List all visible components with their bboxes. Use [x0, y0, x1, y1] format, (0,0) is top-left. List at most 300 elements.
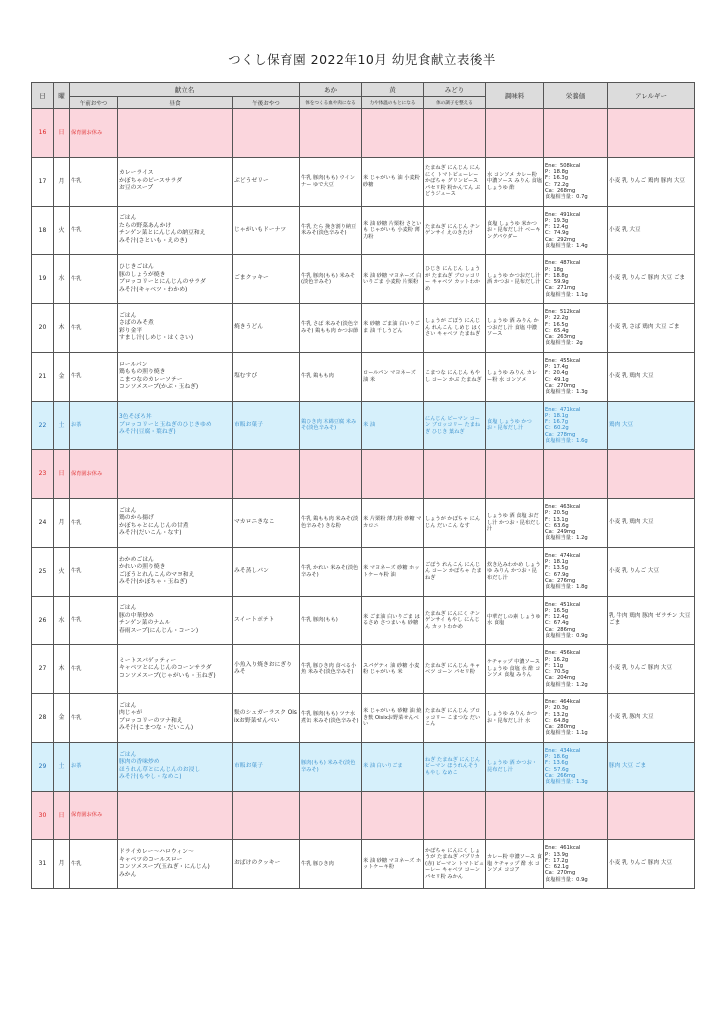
- nutrition-value: P：18g: [545, 266, 564, 273]
- cell-lunch: [118, 742, 233, 791]
- cell-day: 25: [32, 547, 54, 596]
- cell-yellow: 米 じゃがいも 砂糖 油 焼き麩 Oisixお野菜せんべい: [362, 694, 424, 743]
- lunch-item: ほうれん草とにんじんのお浸し: [119, 766, 201, 773]
- cell-nutrition: [544, 401, 608, 450]
- cell-am-snack: 牛乳: [70, 206, 118, 255]
- cell-nutrition: [544, 352, 608, 401]
- cell-yellow: 米 ごま油 白いりごま はるさめ さつまいも 砂糖: [362, 596, 424, 645]
- cell-green: こまつな にんじん もやし コーン かぶ たまねぎ: [424, 352, 486, 401]
- nutrition-value: C：62.1g: [545, 864, 569, 871]
- cell-nutrition: [544, 596, 608, 645]
- cell-allergy: 小麦 乳 りんご 豚肉 大豆: [608, 645, 695, 694]
- header-am-snack: 午前おやつ: [70, 97, 118, 109]
- cell-am-snack: 牛乳: [70, 596, 118, 645]
- nutrition-value: P：18.6g: [545, 754, 569, 761]
- table-row: [32, 499, 695, 548]
- cell-green: たまねぎ にんじん チンゲンサイ えのきたけ: [424, 206, 486, 255]
- cell-seasoning: [486, 450, 544, 499]
- cell-green: [424, 450, 486, 499]
- cell-nutrition: [544, 742, 608, 791]
- lunch-item: かぼちゃのピースサラダ: [119, 177, 183, 184]
- nutrition-value: Ca：276mg: [545, 577, 576, 584]
- nutrition-value: P：18.1g: [545, 412, 569, 419]
- lunch-item: ごぼうとれんこんのマヨ和え: [119, 571, 195, 578]
- nutrition-value: P：20.5g: [545, 510, 569, 517]
- lunch-item: みそ汁(さといも・えのき): [119, 237, 188, 244]
- cell-red: 牛乳 さば 米みそ(淡色辛みそ) 鶏もも肉 かつお節: [300, 304, 362, 353]
- lunch-item: 豚の中華炒め: [119, 612, 154, 619]
- nutrition-value: F：18.8g: [545, 272, 569, 279]
- cell-red: 鶏ひき肉 木綿豆腐 米みそ(淡色辛みそ): [300, 401, 362, 450]
- nutrition-value: F：13.6g: [545, 760, 569, 767]
- cell-day: 20: [32, 304, 54, 353]
- cell-lunch: [118, 547, 233, 596]
- cell-seasoning: [486, 109, 544, 158]
- cell-dow: 水: [54, 255, 70, 304]
- cell-seasoning: しょうゆ みりん カレー粉 水 コンソメ: [486, 352, 544, 401]
- cell-seasoning: 水 コンソメ カレー粉 中濃ソース みりん 食塩 しょうゆ 酢: [486, 157, 544, 206]
- header-green-sub: 体の調子を整える: [424, 97, 486, 109]
- table-row: [32, 109, 695, 158]
- nutrition-value: 食塩相当量：1.6g: [545, 437, 588, 444]
- lunch-item: ごはん: [119, 605, 137, 612]
- nutrition-value: C：57.6g: [545, 766, 569, 773]
- table-row: [32, 206, 695, 255]
- table-row: [32, 645, 695, 694]
- lunch-item: みそ汁(こまつな・だいこん): [119, 725, 194, 732]
- lunch-item: たらの野菜あんかけ: [119, 222, 172, 229]
- cell-seasoning: 中華だしの素 しょうゆ 水 食塩: [486, 596, 544, 645]
- cell-day: 28: [32, 694, 54, 743]
- lunch-item: ひじきごはん: [119, 264, 154, 271]
- cell-am-snack: 保育園お休み: [70, 450, 118, 499]
- cell-red: [300, 791, 362, 840]
- cell-lunch: [118, 109, 233, 158]
- nutrition-value: F：13.5g: [545, 565, 569, 572]
- cell-dow: 月: [54, 157, 70, 206]
- cell-pm-snack: ぶどうゼリー: [233, 157, 300, 206]
- nutrition-value: F：16.3g: [545, 175, 569, 182]
- cell-am-snack: 牛乳: [70, 840, 118, 889]
- cell-allergy: 乳 牛肉 鶏肉 豚肉 ゼラチン 大豆 ごま: [608, 596, 695, 645]
- cell-yellow: スパゲティ 油 砂糖 小麦粉 じゃがいも 米: [362, 645, 424, 694]
- cell-red: 牛乳 豚肉(もも) 米みそ(淡色辛みそ): [300, 255, 362, 304]
- cell-yellow: 米 油 白いりごま: [362, 742, 424, 791]
- lunch-item: キャベツとにんじんのコーンサラダ: [119, 665, 212, 672]
- cell-red: 牛乳 豚肉(もも): [300, 596, 362, 645]
- cell-pm-snack: おばけのクッキー: [233, 840, 300, 889]
- cell-yellow: ロールパン マヨネーズ 油 米: [362, 352, 424, 401]
- lunch-item: ドライカレー～ハロウィン～: [119, 849, 194, 856]
- cell-green: たまねぎ にんにく チンゲンサイ もやし にんじん カットわかめ: [424, 596, 486, 645]
- cell-pm-snack: 麩のシュガーラスク Oisixお野菜せんべい: [233, 694, 300, 743]
- cell-dow: 月: [54, 840, 70, 889]
- cell-green: たまねぎ にんじん ブロッコリー こまつな だいこん: [424, 694, 486, 743]
- table-row: [32, 840, 695, 889]
- cell-green: たまねぎ にんじん キャベツ コーン パセリ粉: [424, 645, 486, 694]
- nutrition-value: P：16.5g: [545, 607, 569, 614]
- cell-am-snack: 牛乳: [70, 304, 118, 353]
- nutrition-value: 食塩相当量：1.2g: [545, 535, 588, 542]
- nutrition-value: Ene：487kcal: [545, 260, 581, 267]
- cell-am-snack: 牛乳: [70, 547, 118, 596]
- cell-lunch: [118, 352, 233, 401]
- nutrition-value: Ene：491kcal: [545, 211, 581, 218]
- table-row: [32, 791, 695, 840]
- header-dow: 曜: [54, 83, 70, 109]
- lunch-item: コンソメスープ(じゃがいも・玉ねぎ): [119, 672, 216, 679]
- cell-pm-snack: ごまクッキー: [233, 255, 300, 304]
- nutrition-value: C：70.5g: [545, 669, 569, 676]
- table-row: [32, 401, 695, 450]
- nutrition-value: C：49.1g: [545, 376, 569, 383]
- nutrition-value: Ca：280mg: [545, 724, 576, 731]
- cell-nutrition: [544, 304, 608, 353]
- nutrition-value: Ene：461kcal: [545, 845, 581, 852]
- nutrition-value: Ca：270mg: [545, 382, 576, 389]
- nutrition-value: F：11g: [545, 662, 564, 669]
- nutrition-value: F：13.1g: [545, 516, 569, 523]
- lunch-item: ごはん: [119, 702, 137, 709]
- lunch-item: 春雨スープ(にんじん・コーン): [119, 627, 199, 634]
- cell-dow: 月: [54, 499, 70, 548]
- nutrition-value: 食塩相当量：1.2g: [545, 681, 588, 688]
- table-row: [32, 304, 695, 353]
- table-row: [32, 547, 695, 596]
- cell-seasoning: しょうゆ 酒 みりん かつおだし汁 食塩 中濃ソース: [486, 304, 544, 353]
- lunch-item: 3色そぼろ丼: [119, 414, 152, 421]
- table-row: [32, 352, 695, 401]
- nutrition-value: C：67.4g: [545, 620, 569, 627]
- lunch-item: みそ汁(だいこん・なす): [119, 530, 182, 537]
- nutrition-value: 食塩相当量：0.9g: [545, 632, 588, 639]
- cell-lunch: [118, 206, 233, 255]
- cell-pm-snack: 市販お菓子: [233, 401, 300, 450]
- nutrition-value: Ca：204mg: [545, 675, 576, 682]
- nutrition-value: P：22.2g: [545, 315, 569, 322]
- cell-pm-snack: みそ蒸しパン: [233, 547, 300, 596]
- cell-allergy: 小麦 乳 さば 鶏肉 大豆 ごま: [608, 304, 695, 353]
- cell-dow: 火: [54, 547, 70, 596]
- cell-nutrition: [544, 791, 608, 840]
- cell-day: 19: [32, 255, 54, 304]
- cell-day: 18: [32, 206, 54, 255]
- nutrition-value: Ene：455kcal: [545, 357, 581, 364]
- table-row: [32, 157, 695, 206]
- table-row: [32, 450, 695, 499]
- nutrition-value: Ene：512kcal: [545, 309, 581, 316]
- lunch-item: ごはん: [119, 751, 137, 758]
- nutrition-value: Ene：471kcal: [545, 406, 581, 413]
- header-green-group: みどり: [424, 83, 486, 97]
- cell-lunch: [118, 401, 233, 450]
- nutrition-value: C：60.2g: [545, 425, 569, 432]
- lunch-item: みそ汁(かぼちゃ・玉ねぎ): [119, 579, 188, 586]
- cell-red: 牛乳 豚肉(もも) ツナ水煮缶 米みそ(淡色辛みそ): [300, 694, 362, 743]
- table-row: [32, 694, 695, 743]
- header-seasoning: 調味料: [486, 83, 544, 109]
- nutrition-value: Ca：266mg: [545, 772, 576, 779]
- nutrition-value: Ene：463kcal: [545, 504, 581, 511]
- nutrition-value: C：63.6g: [545, 522, 569, 529]
- cell-red: [300, 109, 362, 158]
- cell-seasoning: 炊き込みわかめ しょうゆ みりん かつお・昆布だし汁: [486, 547, 544, 596]
- cell-red: 牛乳 かれい 米みそ(淡色辛みそ): [300, 547, 362, 596]
- nutrition-value: 食塩相当量：1.8g: [545, 584, 588, 591]
- menu-table: [31, 82, 695, 889]
- cell-day: 23: [32, 450, 54, 499]
- cell-day: 30: [32, 791, 54, 840]
- cell-dow: 金: [54, 694, 70, 743]
- cell-am-snack: 牛乳: [70, 255, 118, 304]
- cell-pm-snack: [233, 450, 300, 499]
- cell-allergy: 鶏肉 大豆: [608, 401, 695, 450]
- cell-seasoning: しょうゆ 酒 食塩 おだし汁 かつお・昆布だし汁: [486, 499, 544, 548]
- nutrition-value: Ene：508kcal: [545, 162, 581, 169]
- cell-red: 牛乳 豚ひき肉 食べる小魚 米みそ(淡色辛みそ): [300, 645, 362, 694]
- nutrition-value: P：19.3g: [545, 217, 569, 224]
- nutrition-value: Ca：263mg: [545, 334, 576, 341]
- cell-day: 21: [32, 352, 54, 401]
- lunch-item: ごはん: [119, 507, 137, 514]
- nutrition-value: C：72.2g: [545, 181, 569, 188]
- lunch-item: ブロッコリーと玉ねぎのひじきゆめ: [119, 421, 212, 428]
- lunch-item: さばのみそ煮: [119, 320, 154, 327]
- header-pm-snack: 午後おやつ: [233, 97, 300, 109]
- cell-green: かぼちゃ にんにく しょうが たまねぎ パプリカ(赤) ピーマン トマトピューレー キャベツ コーン パセリ粉 みかん: [424, 840, 486, 889]
- cell-am-snack: 牛乳: [70, 157, 118, 206]
- cell-am-snack: お茶: [70, 401, 118, 450]
- nutrition-value: Ca：249mg: [545, 529, 576, 536]
- lunch-item: 豚のしょうが焼き: [119, 271, 166, 278]
- cell-lunch: [118, 157, 233, 206]
- cell-day: 22: [32, 401, 54, 450]
- cell-lunch: [118, 304, 233, 353]
- cell-nutrition: [544, 109, 608, 158]
- cell-allergy: 小麦 乳 りんご 豚肉 大豆 ごま: [608, 255, 695, 304]
- nutrition-value: P：18.8g: [545, 169, 569, 176]
- lunch-item: ごはん: [119, 215, 137, 222]
- nutrition-value: Ca：278mg: [545, 431, 576, 438]
- cell-seasoning: しょうゆ みりん かつお・昆布だし汁 水: [486, 694, 544, 743]
- header-yellow-group: 黄: [362, 83, 424, 97]
- nutrition-value: F：12.4g: [545, 614, 569, 621]
- lunch-item: チンゲン菜のナムル: [119, 620, 171, 627]
- nutrition-value: P：13.9g: [545, 851, 569, 858]
- cell-dow: 土: [54, 742, 70, 791]
- nutrition-value: P：18.1g: [545, 559, 569, 566]
- cell-green: ひじき にんじん しょうが たまねぎ ブロッコリー キャベツ カットわかめ: [424, 255, 486, 304]
- cell-dow: 土: [54, 401, 70, 450]
- nutrition-value: 食塩相当量：2g: [545, 340, 583, 347]
- lunch-item: ブロッコリーとにんじんのサラダ: [119, 279, 206, 286]
- nutrition-value: Ene：434kcal: [545, 747, 581, 754]
- cell-yellow: [362, 791, 424, 840]
- nutrition-value: F：13.2g: [545, 711, 569, 718]
- cell-nutrition: [544, 694, 608, 743]
- cell-green: ねぎ たまねぎ にんじん ピーマン ほうれんそう もやし なめこ: [424, 742, 486, 791]
- cell-allergy: 小麦 乳 りんご 豚肉 大豆: [608, 840, 695, 889]
- cell-day: 31: [32, 840, 54, 889]
- header-nutrition: 栄養価: [544, 83, 608, 109]
- cell-yellow: [362, 109, 424, 158]
- cell-lunch: [118, 255, 233, 304]
- nutrition-value: 食塩相当量：0.7g: [545, 194, 588, 201]
- nutrition-value: Ca：286mg: [545, 626, 576, 633]
- lunch-item: みそ汁(キャベツ・わかめ): [119, 286, 188, 293]
- header-yellow-sub: 力や体温のもとになる: [362, 97, 424, 109]
- nutrition-value: F：20.4g: [545, 370, 569, 377]
- cell-nutrition: [544, 499, 608, 548]
- cell-lunch: [118, 645, 233, 694]
- nutrition-value: F：12.4g: [545, 224, 569, 231]
- cell-seasoning: [486, 791, 544, 840]
- nutrition-value: Ene：451kcal: [545, 601, 581, 608]
- cell-lunch: [118, 450, 233, 499]
- header-red-sub: 体をつくる血や肉になる: [300, 97, 362, 109]
- cell-lunch: [118, 694, 233, 743]
- lunch-item: 鶏ももの照り焼き: [119, 369, 166, 376]
- lunch-item: すまし汁(しめじ・はくさい): [119, 335, 194, 342]
- nutrition-value: C：74.9g: [545, 230, 569, 237]
- cell-green: たまねぎ にんじん にんにく トマトピューレー かぼちゃ グリンピース パセリ粉 粉かんてん ぶどうジュース: [424, 157, 486, 206]
- cell-yellow: 米 片栗粉 薄力粉 砂糖 マカロニ: [362, 499, 424, 548]
- cell-red: [300, 450, 362, 499]
- cell-seasoning: ケチャップ 中濃ソース しょうゆ 食塩 水 酢 コンソメ 食塩 みりん: [486, 645, 544, 694]
- nutrition-value: Ene：464kcal: [545, 699, 581, 706]
- cell-seasoning: 食塩 しょうゆ 米かつお・昆布だし汁 ベーキングパウダー: [486, 206, 544, 255]
- table-row: [32, 742, 695, 791]
- lunch-item: カレーライス: [119, 170, 154, 177]
- nutrition-value: 食塩相当量：1.3g: [545, 389, 588, 396]
- lunch-item: キャベツのコールスロー: [119, 856, 183, 863]
- cell-dow: 金: [54, 352, 70, 401]
- cell-green: ごぼう れんこん にんじん コーン かぼちゃ たまねぎ: [424, 547, 486, 596]
- cell-red: 牛乳 豚肉(もも) ウインナー ゆで大豆: [300, 157, 362, 206]
- cell-pm-snack: 塩むすび: [233, 352, 300, 401]
- cell-yellow: 米 油 砂糖 片栗粉 さといも じゃがいも 小麦粉 薄力粉: [362, 206, 424, 255]
- nutrition-value: Ene：474kcal: [545, 552, 581, 559]
- lunch-item: 鶏のから揚げ: [119, 515, 154, 522]
- cell-allergy: 小麦 乳 鶏肉 大豆: [608, 352, 695, 401]
- cell-allergy: 小麦 乳 大豆: [608, 206, 695, 255]
- lunch-item: みそ汁(もやし・なめこ): [119, 774, 182, 781]
- cell-dow: 火: [54, 206, 70, 255]
- cell-pm-snack: 市販お菓子: [233, 742, 300, 791]
- lunch-item: みかん: [119, 871, 137, 878]
- nutrition-value: F：16.5g: [545, 321, 569, 328]
- cell-green: [424, 109, 486, 158]
- cell-pm-snack: 小魚入り焼きおにぎり みそ: [233, 645, 300, 694]
- lunch-item: ロールパン: [119, 361, 148, 368]
- nutrition-value: Ca：292mg: [545, 236, 576, 243]
- cell-allergy: [608, 791, 695, 840]
- cell-am-snack: 保育園お休み: [70, 109, 118, 158]
- nutrition-value: F：17.2g: [545, 857, 569, 864]
- header-allergy: アレルギー: [608, 83, 695, 109]
- cell-dow: 木: [54, 645, 70, 694]
- cell-allergy: 小麦 乳 りんご 鶏肉 豚肉 大豆: [608, 157, 695, 206]
- nutrition-value: 食塩相当量：0.9g: [545, 876, 588, 883]
- cell-dow: 日: [54, 791, 70, 840]
- cell-allergy: 豚肉 大豆 ごま: [608, 742, 695, 791]
- nutrition-value: 食塩相当量：1.3g: [545, 779, 588, 786]
- nutrition-value: P：20.3g: [545, 705, 569, 712]
- cell-am-snack: 牛乳: [70, 352, 118, 401]
- cell-red: 豚肉(もも) 米みそ(淡色辛みそ): [300, 742, 362, 791]
- lunch-item: わかめごはん: [119, 556, 154, 563]
- page-title: つくし保育園 2022年10月 幼児食献立表後半: [228, 52, 496, 67]
- cell-am-snack: 保育園お休み: [70, 791, 118, 840]
- cell-pm-snack: [233, 791, 300, 840]
- cell-lunch: [118, 840, 233, 889]
- cell-nutrition: [544, 840, 608, 889]
- cell-seasoning: しょうゆ かつおだし汁 酒 かつお・昆布だし汁: [486, 255, 544, 304]
- cell-seasoning: 食塩 しょうゆ かつお・昆布だし汁: [486, 401, 544, 450]
- lunch-item: かぼちゃとにんじんの甘煮: [119, 522, 189, 529]
- cell-dow: 日: [54, 109, 70, 158]
- nutrition-value: C：64.8g: [545, 717, 569, 724]
- cell-pm-snack: 焼きうどん: [233, 304, 300, 353]
- cell-day: 17: [32, 157, 54, 206]
- nutrition-value: 食塩相当量：1.4g: [545, 242, 588, 249]
- header-red-group: あか: [300, 83, 362, 97]
- nutrition-value: 食塩相当量：1.1g: [545, 291, 588, 298]
- lunch-item: お豆のスープ: [119, 185, 154, 192]
- cell-red: 牛乳 たら 挽き割り納豆 米みそ(淡色辛みそ): [300, 206, 362, 255]
- cell-nutrition: [544, 450, 608, 499]
- header-lunch: 昼食: [118, 97, 233, 109]
- lunch-item: ブロッコリーのツナ和え: [119, 717, 183, 724]
- cell-yellow: 米 油: [362, 401, 424, 450]
- cell-yellow: 米 マヨネーズ 砂糖 ホットケーキ粉 油: [362, 547, 424, 596]
- cell-lunch: [118, 499, 233, 548]
- cell-day: 16: [32, 109, 54, 158]
- nutrition-value: C：67.9g: [545, 571, 569, 578]
- cell-am-snack: 牛乳: [70, 694, 118, 743]
- lunch-item: かれいの照り焼き: [119, 564, 166, 571]
- header-day: 日: [32, 83, 54, 109]
- cell-allergy: 小麦 乳 豚肉 大豆: [608, 694, 695, 743]
- cell-dow: 水: [54, 596, 70, 645]
- nutrition-value: Ca：268mg: [545, 187, 576, 194]
- lunch-item: 豚肉の香味炒め: [119, 759, 160, 766]
- nutrition-value: C：59.9g: [545, 279, 569, 286]
- cell-nutrition: [544, 255, 608, 304]
- cell-day: 27: [32, 645, 54, 694]
- lunch-item: 彩り金平: [119, 327, 143, 334]
- cell-yellow: 米 油 砂糖 マヨネーズ ホットケーキ粉: [362, 840, 424, 889]
- cell-nutrition: [544, 206, 608, 255]
- cell-am-snack: 牛乳: [70, 499, 118, 548]
- cell-nutrition: [544, 547, 608, 596]
- cell-allergy: [608, 450, 695, 499]
- cell-day: 24: [32, 499, 54, 548]
- cell-yellow: 米 砂糖 ごま油 白いりごま 油 干しうどん: [362, 304, 424, 353]
- lunch-item: みそ汁(豆腐・葉ねぎ): [119, 429, 176, 436]
- cell-green: [424, 791, 486, 840]
- nutrition-value: 食塩相当量：1.1g: [545, 730, 588, 737]
- cell-pm-snack: スイートポテト: [233, 596, 300, 645]
- lunch-item: ごはん: [119, 312, 137, 319]
- cell-red: 牛乳 鶏もも肉: [300, 352, 362, 401]
- lunch-item: ミートスパゲッティー: [119, 657, 177, 664]
- nutrition-value: P：17.4g: [545, 364, 569, 371]
- nutrition-value: P：16.2g: [545, 656, 569, 663]
- cell-green: しょうが ごぼう にんじん れんこん しめじ はくさい キャベツ たまねぎ: [424, 304, 486, 353]
- header-menu-group: 献立名: [70, 83, 300, 97]
- cell-pm-snack: じゃがいもドーナツ: [233, 206, 300, 255]
